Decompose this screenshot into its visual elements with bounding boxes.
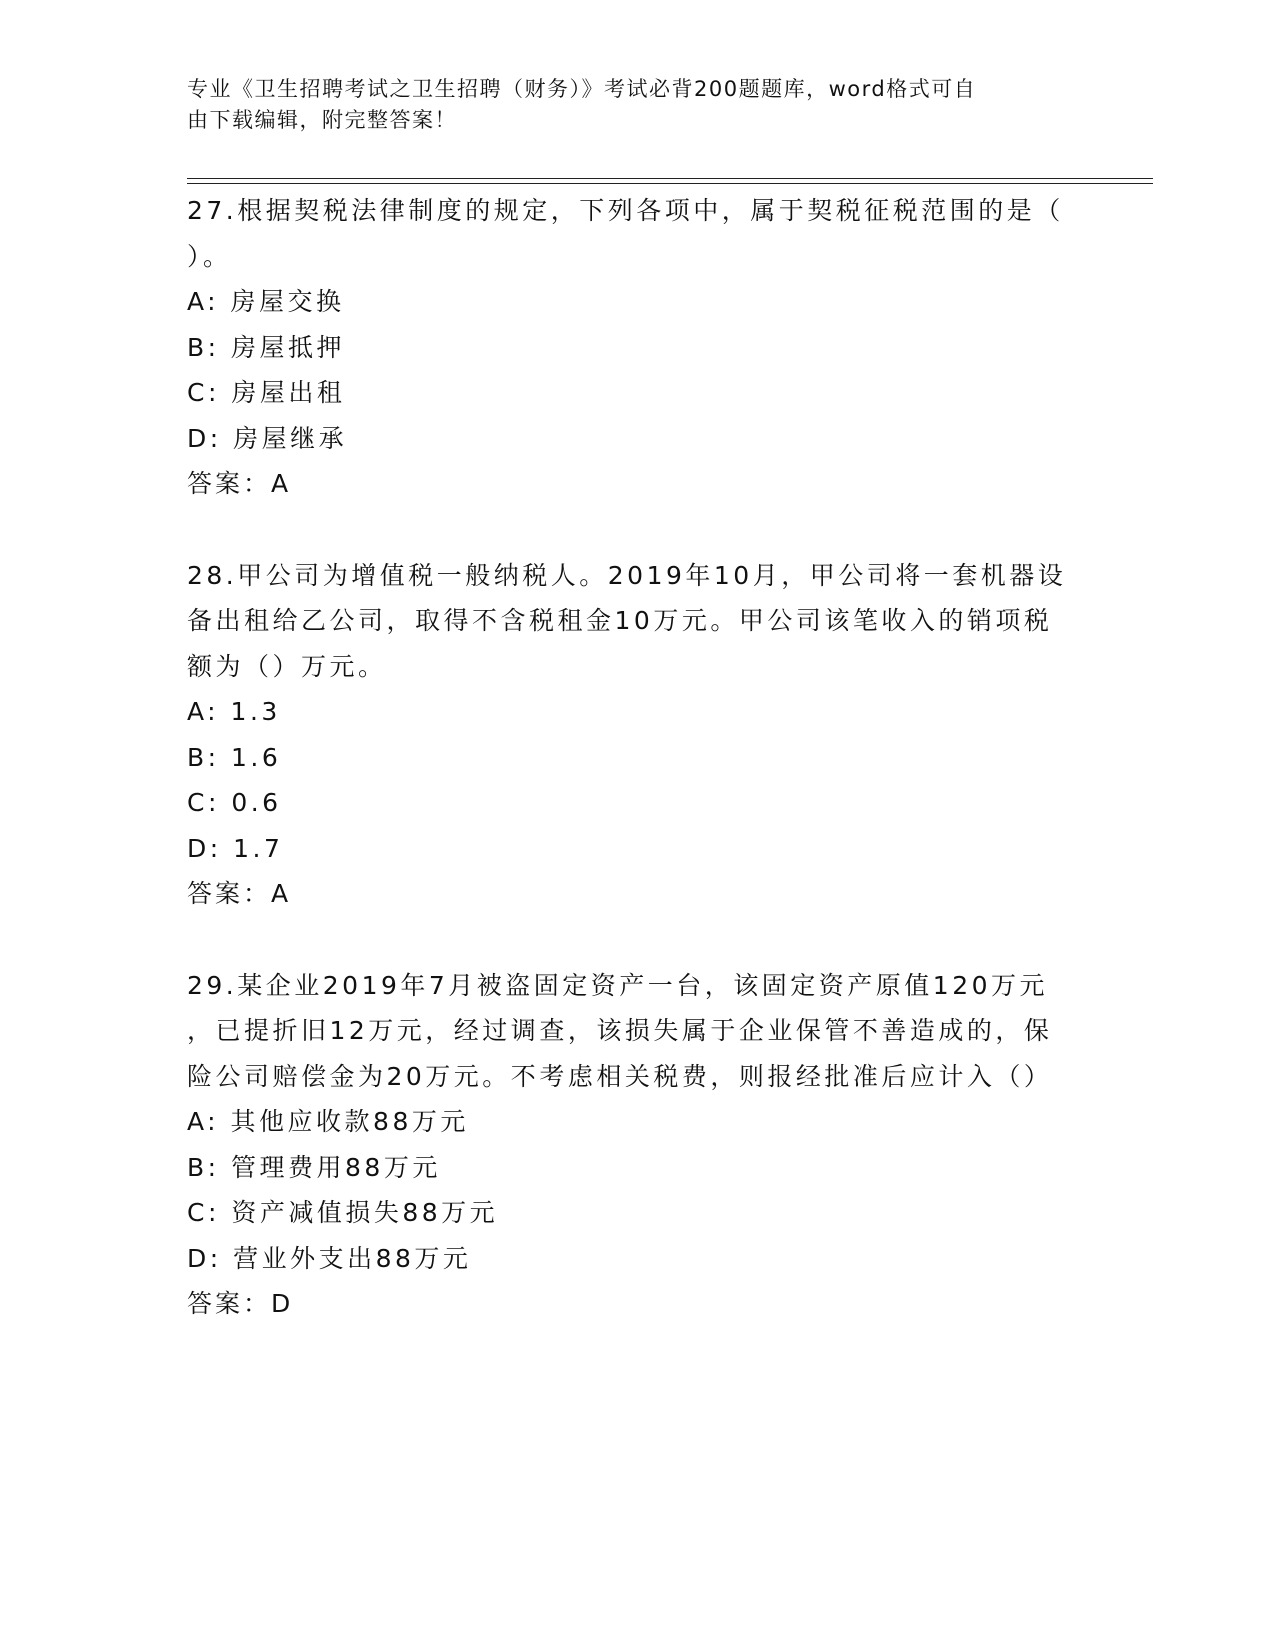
answer-label: 答案：A bbox=[187, 469, 292, 498]
question-stem-line: 28.甲公司为增值税一般纳税人。2019年10月，甲公司将一套机器设 bbox=[187, 560, 1067, 590]
option-c: C: 0.6 bbox=[187, 788, 282, 817]
header-line-1: 专业《卫生招聘考试之卫生招聘（财务）》考试必背200题题库，word格式可自 bbox=[187, 77, 977, 101]
question-27 bbox=[187, 188, 1087, 507]
question-stem-line: 29.某企业2019年7月被盗固定资产一台，该固定资产原值120万元 bbox=[187, 970, 1049, 1000]
question-29 bbox=[187, 963, 1087, 1327]
question-stem-line: ，已提折旧12万元，经过调查，该损失属于企业保管不善造成的，保 bbox=[187, 1016, 1053, 1045]
question-list bbox=[187, 188, 1087, 1327]
question-stem-line: 额为（）万元。 bbox=[187, 651, 387, 681]
option-c: C: 资产减值损失88万元 bbox=[187, 1198, 499, 1227]
answer-label: 答案：D bbox=[187, 1289, 294, 1318]
header-line-2: 由下载编辑，附完整答案！ bbox=[187, 108, 457, 132]
header-divider-bottom bbox=[187, 183, 1153, 184]
document-header bbox=[187, 74, 1067, 136]
option-a: A: 其他应收款88万元 bbox=[187, 1107, 469, 1136]
answer-label: 答案：A bbox=[187, 879, 292, 908]
option-d: D: 营业外支出88万元 bbox=[187, 1243, 472, 1273]
option-a: A: 房屋交换 bbox=[187, 287, 345, 316]
option-d: D: 房屋继承 bbox=[187, 423, 348, 453]
option-b: B: 房屋抵押 bbox=[187, 332, 346, 362]
question-stem-line: ）。 bbox=[187, 241, 232, 271]
option-c: C: 房屋出租 bbox=[187, 378, 346, 407]
option-d: D: 1.7 bbox=[187, 833, 284, 863]
header-divider-top bbox=[187, 178, 1153, 179]
question-stem-line: 险公司赔偿金为20万元。不考虑相关税费，则报经批准后应计入（） bbox=[187, 1061, 1053, 1091]
question-stem-line: 备出租给乙公司，取得不含税租金10万元。甲公司该笔收入的销项税 bbox=[187, 606, 1053, 635]
question-28 bbox=[187, 553, 1087, 917]
option-a: A: 1.3 bbox=[187, 697, 281, 726]
question-stem-line: 27.根据契税法律制度的规定，下列各项中，属于契税征税范围的是（ bbox=[187, 196, 1064, 225]
option-b: B: 管理费用88万元 bbox=[187, 1152, 441, 1182]
option-b: B: 1.6 bbox=[187, 742, 282, 772]
